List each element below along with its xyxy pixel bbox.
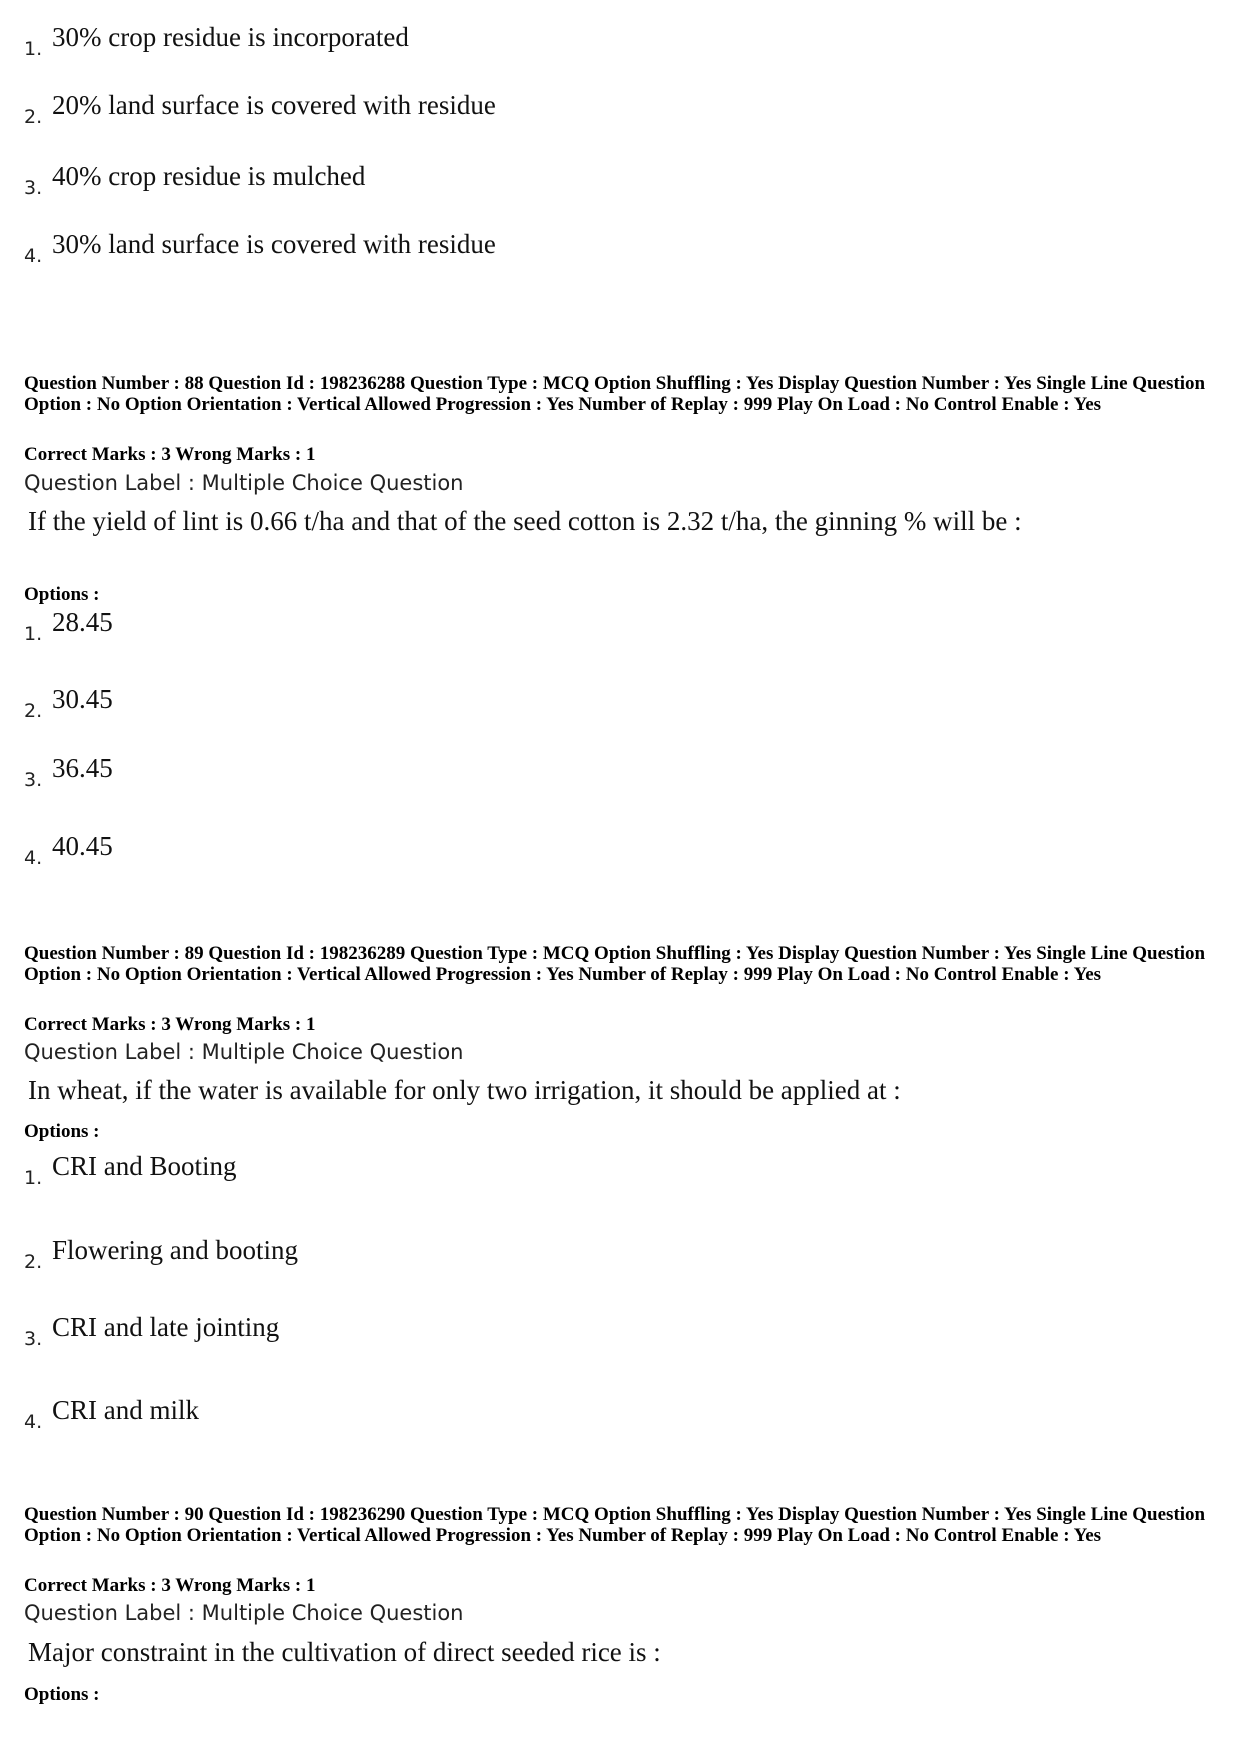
- option-text: 20% land surface is covered with residue: [52, 90, 496, 120]
- question-marks: Correct Marks : 3 Wrong Marks : 1: [24, 1014, 316, 1035]
- option-number: 4.: [24, 847, 43, 869]
- question-meta: Question Number : 89 Question Id : 198236289 Question Type : MCQ Option Shuffling : Yes Display Question Number : Yes Single Line Question Option : No Option Orientation : Vertical Allowed Progression : Yes Number of Replay : 999 Play On Load : No Control Enable : Yes: [24, 943, 1206, 985]
- question-marks: Correct Marks : 3 Wrong Marks : 1: [24, 1575, 316, 1596]
- options-heading: Options :: [24, 584, 100, 605]
- question-meta: Question Number : 90 Question Id : 198236290 Question Type : MCQ Option Shuffling : Yes Display Question Number : Yes Single Line Question Option : No Option Orientation : Vertical Allowed Progression : Yes Number of Replay : 999 Play On Load : No Control Enable : Yes: [24, 1504, 1206, 1546]
- option-number: 3.: [24, 1328, 43, 1350]
- option-number: 1.: [24, 38, 43, 60]
- question-text: If the yield of lint is 0.66 t/ha and that of the seed cotton is 2.32 t/ha, the ginning % will be :: [28, 506, 1022, 536]
- option-text: 28.45: [52, 607, 113, 637]
- option-number: 3.: [24, 177, 43, 199]
- option-number: 3.: [24, 769, 43, 791]
- question-label: Question Label : Multiple Choice Question: [24, 1040, 464, 1064]
- option-text: 40% crop residue is mulched: [52, 161, 366, 191]
- option-text: CRI and milk: [52, 1395, 199, 1425]
- question-label: Question Label : Multiple Choice Question: [24, 1601, 464, 1625]
- question-meta: Question Number : 88 Question Id : 198236288 Question Type : MCQ Option Shuffling : Yes Display Question Number : Yes Single Line Question Option : No Option Orientation : Vertical Allowed Progression : Yes Number of Replay : 999 Play On Load : No Control Enable : Yes: [24, 373, 1206, 415]
- option-number: 4.: [24, 1411, 43, 1433]
- question-text: In wheat, if the water is available for only two irrigation, it should be applied at :: [28, 1075, 901, 1105]
- option-number: 2.: [24, 106, 43, 128]
- option-text: 30% crop residue is incorporated: [52, 22, 409, 52]
- question-label: Question Label : Multiple Choice Question: [24, 471, 464, 495]
- option-text: 30% land surface is covered with residue: [52, 229, 496, 259]
- options-heading: Options :: [24, 1684, 100, 1705]
- question-marks: Correct Marks : 3 Wrong Marks : 1: [24, 444, 316, 465]
- option-number: 2.: [24, 1251, 43, 1273]
- option-text: CRI and Booting: [52, 1151, 237, 1181]
- option-text: CRI and late jointing: [52, 1312, 280, 1342]
- option-text: 30.45: [52, 684, 113, 714]
- option-number: 2.: [24, 700, 43, 722]
- question-text: Major constraint in the cultivation of direct seeded rice is :: [28, 1637, 661, 1667]
- option-text: 40.45: [52, 831, 113, 861]
- options-heading: Options :: [24, 1121, 100, 1142]
- option-number: 1.: [24, 623, 43, 645]
- option-text: Flowering and booting: [52, 1235, 298, 1265]
- option-text: 36.45: [52, 753, 113, 783]
- option-number: 1.: [24, 1167, 43, 1189]
- option-number: 4.: [24, 245, 43, 267]
